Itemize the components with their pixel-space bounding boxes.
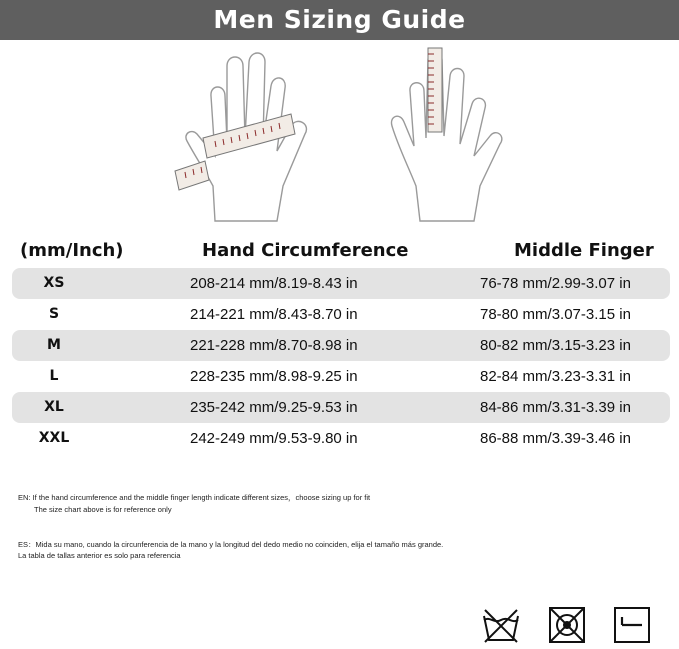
size-label: XXL bbox=[38, 430, 70, 446]
note-en-line1: EN: If the hand circumference and the middle finger length indicate different sizes，choose sizing up for fit bbox=[18, 493, 371, 502]
hand-value: 221-228 mm/8.70-8.98 in bbox=[190, 337, 358, 354]
finger-value: 78-80 mm/3.07-3.15 in bbox=[480, 306, 631, 323]
do-not-tumble-dry-icon bbox=[547, 606, 587, 649]
header-middle-finger: Middle Finger bbox=[514, 240, 654, 261]
dry-flat-icon bbox=[612, 606, 652, 649]
finger-value: 80-82 mm/3.15-3.23 in bbox=[480, 337, 631, 354]
size-label: S bbox=[48, 306, 60, 322]
table-header bbox=[0, 235, 679, 265]
table-row bbox=[12, 299, 670, 330]
size-label: M bbox=[47, 337, 61, 353]
finger-value: 84-86 mm/3.31-3.39 in bbox=[480, 399, 631, 416]
table-row bbox=[12, 423, 670, 454]
page-title: Men Sizing Guide bbox=[0, 0, 679, 40]
hand-value: 235-242 mm/9.25-9.53 in bbox=[190, 399, 358, 416]
note-en-line2: The size chart above is for reference only bbox=[34, 505, 172, 514]
note-es-line2: La tabla de tallas anterior es solo para referencia bbox=[18, 551, 181, 560]
table-row bbox=[12, 268, 670, 299]
finger-value: 86-88 mm/3.39-3.46 in bbox=[480, 430, 631, 447]
finger-value: 82-84 mm/3.23-3.31 in bbox=[480, 368, 631, 385]
header-hand-circumference: Hand Circumference bbox=[202, 240, 409, 261]
finger-value: 76-78 mm/2.99-3.07 in bbox=[480, 275, 631, 292]
table-row bbox=[12, 361, 670, 392]
note-es-line1: ES：Mida su mano, cuando la circunferencia de la mano y la longitud del dedo medio no coinciden, elija el tamaño más grande. bbox=[18, 540, 444, 549]
size-table bbox=[12, 268, 670, 454]
hand-value: 214-221 mm/8.43-8.70 in bbox=[190, 306, 358, 323]
size-label: L bbox=[49, 368, 59, 384]
table-row bbox=[12, 392, 670, 423]
hand-circumference-illustration bbox=[165, 46, 335, 226]
size-label: XS bbox=[43, 275, 65, 291]
middle-finger-illustration bbox=[380, 46, 510, 226]
header-unit: (mm/Inch) bbox=[20, 240, 124, 261]
hand-value: 228-235 mm/8.98-9.25 in bbox=[190, 368, 358, 385]
hand-value: 208-214 mm/8.19-8.43 in bbox=[190, 275, 358, 292]
do-not-wash-icon bbox=[481, 606, 521, 649]
table-row bbox=[12, 330, 670, 361]
size-label: XL bbox=[44, 399, 64, 415]
hand-value: 242-249 mm/9.53-9.80 in bbox=[190, 430, 358, 447]
